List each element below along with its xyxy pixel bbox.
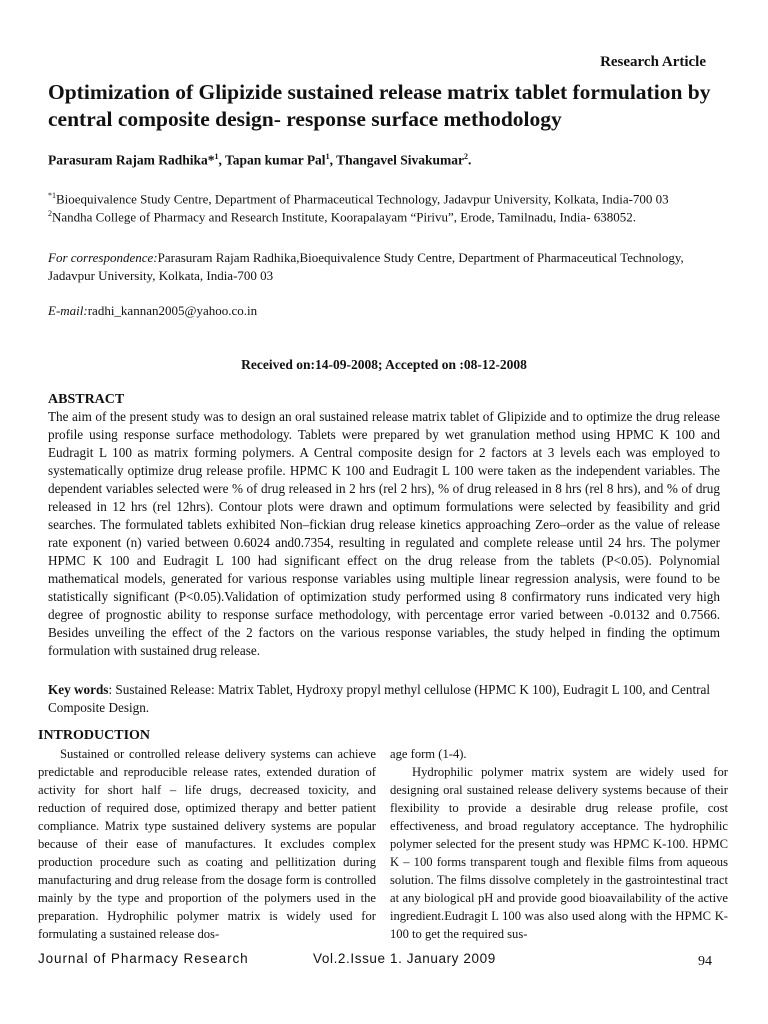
author-2-affiliation-mark: 1 xyxy=(325,152,330,161)
email-line xyxy=(48,303,257,319)
affiliation-2-text: Nandha College of Pharmacy and Research Institute, Koorapalayam “Pirivu”, Erode, Tamilnadu, India- 638052. xyxy=(52,209,637,225)
correspondence xyxy=(48,249,728,285)
author-2: , Tapan kumar Pal xyxy=(218,152,326,168)
author-list xyxy=(48,152,471,169)
author-1: Parasuram Rajam Radhika* xyxy=(48,152,215,168)
footer-issue: Vol.2.Issue 1. January 2009 xyxy=(313,951,496,966)
correspondence-text: Parasuram Rajam Radhika,Bioequivalence Study Centre, Department of Pharmaceutical Technology, Jadavpur University, Kolkata, India-700 03 xyxy=(48,250,684,283)
introduction-heading: INTRODUCTION xyxy=(38,728,151,743)
email-address: radhi_kannan2005@yahoo.co.in xyxy=(87,303,258,318)
received-accepted-dates: Received on:14-09-2008; Accepted on :08-12-2008 xyxy=(241,357,527,372)
author-list-end: . xyxy=(467,152,472,168)
article-type-label: Research Article xyxy=(600,54,706,70)
affiliation-2-mark: 2 xyxy=(48,209,52,218)
email-label: E-mail: xyxy=(48,303,88,318)
affiliation-1-mark: *1 xyxy=(48,191,56,200)
author-3: , Thangavel Sivakumar xyxy=(329,152,464,168)
keywords-text: : Sustained Release: Matrix Tablet, Hydroxy propyl methyl cellulose (HPMC K 100), Eudragit L 100, and Central Composite Design. xyxy=(48,682,711,715)
introduction-right-column xyxy=(390,745,728,943)
abstract-body: The aim of the present study was to design an oral sustained release matrix tablet of Glipizide and to optimize the drug release profile using response surface methodology. Tablets were prepared by wet granulation method using HPMC K 100 and Eudragit L 100 as matrix forming polymers. A Central composite design for 2 factors at 3 levels each was employed to systematically optimize drug release profile. HPMC K 100 and Eudragit L 100 were taken as the independent variables. The dependent variables selected were % of drug released in 2 hrs (rel 2 hrs), % of drug released in 8 hrs (rel 8 hrs), and % of drug released in 12 hrs (rel 12hrs). Contour plots were drawn and optimum formulations were selected by feasibility and grid searches. The formulated tablets exhibited Non–fickian drug release kinetics approaching Zero–order as the value of release rate exponent (n) varied between 0.6024 and0.7354, resulting in regulated and complete release until 24 hrs. The polymer HPMC K 100 and Eudragit L 100 had significant effect on the drug release from the tablets (P<0.05). Polynomial mathematical models, generated for various response variables using multiple linear regression analysis, were found to be statistically significant (P<0.05).Validation of optimization study performed using 8 confirmatory runs indicated very high degree of prognostic ability to response surface methodology, with percentage error varied between -0.0132 and 0.7566. Besides unveiling the effect of the 2 factors on the various response variables, the study helped in finding the optimum formulation with sustained drug release. xyxy=(48,409,720,658)
intro-paragraph-2: Hydrophilic polymer matrix system are widely used for designing oral sustained release delivery systems because of their flexibility to provide a desirable drug release profile, cost effectiveness, and broad regulatory acceptance. The hydrophilic polymer selected for the present study was HPMC K-100. HPMC K – 100 forms transparent tough and flexible films from aqueous solution. The films dissolve completely in the gastrointestinal tract at any biological pH and provide good bioavailability of the active ingredient.Eudragit L 100 was also used along with the HPMC K-100 to get the required sus- xyxy=(390,765,728,941)
affiliation-2 xyxy=(48,209,636,225)
footer-journal-name: Journal of Pharmacy Research xyxy=(38,951,249,966)
correspondence-label: For correspondence: xyxy=(48,250,158,265)
intro-paragraph-1: Sustained or controlled release delivery systems can achieve predictable and reproducible release rates, extended duration of activity for short half – life drugs, decreased toxicity, and reduction of required dose, optimized therapy and better patient compliance. Matrix type sustained delivery systems are popular because of their ease of manufactures. It excludes complex production procedure such as coating and pellitization during manufacturing and drug release from the dosage form is controlled mainly by the type and proportion of the polymers used in the preparation. Hydrophilic polymer matrix is widely used for formulating a sustained release dos- xyxy=(38,747,376,941)
author-3-affiliation-mark: 2 xyxy=(463,152,468,161)
intro-paragraph-1-continued: age form (1-4). xyxy=(390,747,467,761)
keywords xyxy=(48,681,720,717)
paper-title: Optimization of Glipizide sustained release matrix tablet formulation by central composite design- response surface methodology xyxy=(48,80,711,131)
keywords-label: Key words xyxy=(48,682,109,697)
affiliation-1-text: Bioequivalence Study Centre, Department of Pharmaceutical Technology, Jadavpur University, Kolkata, India-700 03 xyxy=(56,191,669,207)
abstract-heading: ABSTRACT xyxy=(48,392,125,407)
affiliation-1 xyxy=(48,191,669,207)
author-1-affiliation-mark: 1 xyxy=(214,152,219,161)
page-number: 94 xyxy=(698,954,712,969)
introduction-left-column xyxy=(38,745,376,943)
